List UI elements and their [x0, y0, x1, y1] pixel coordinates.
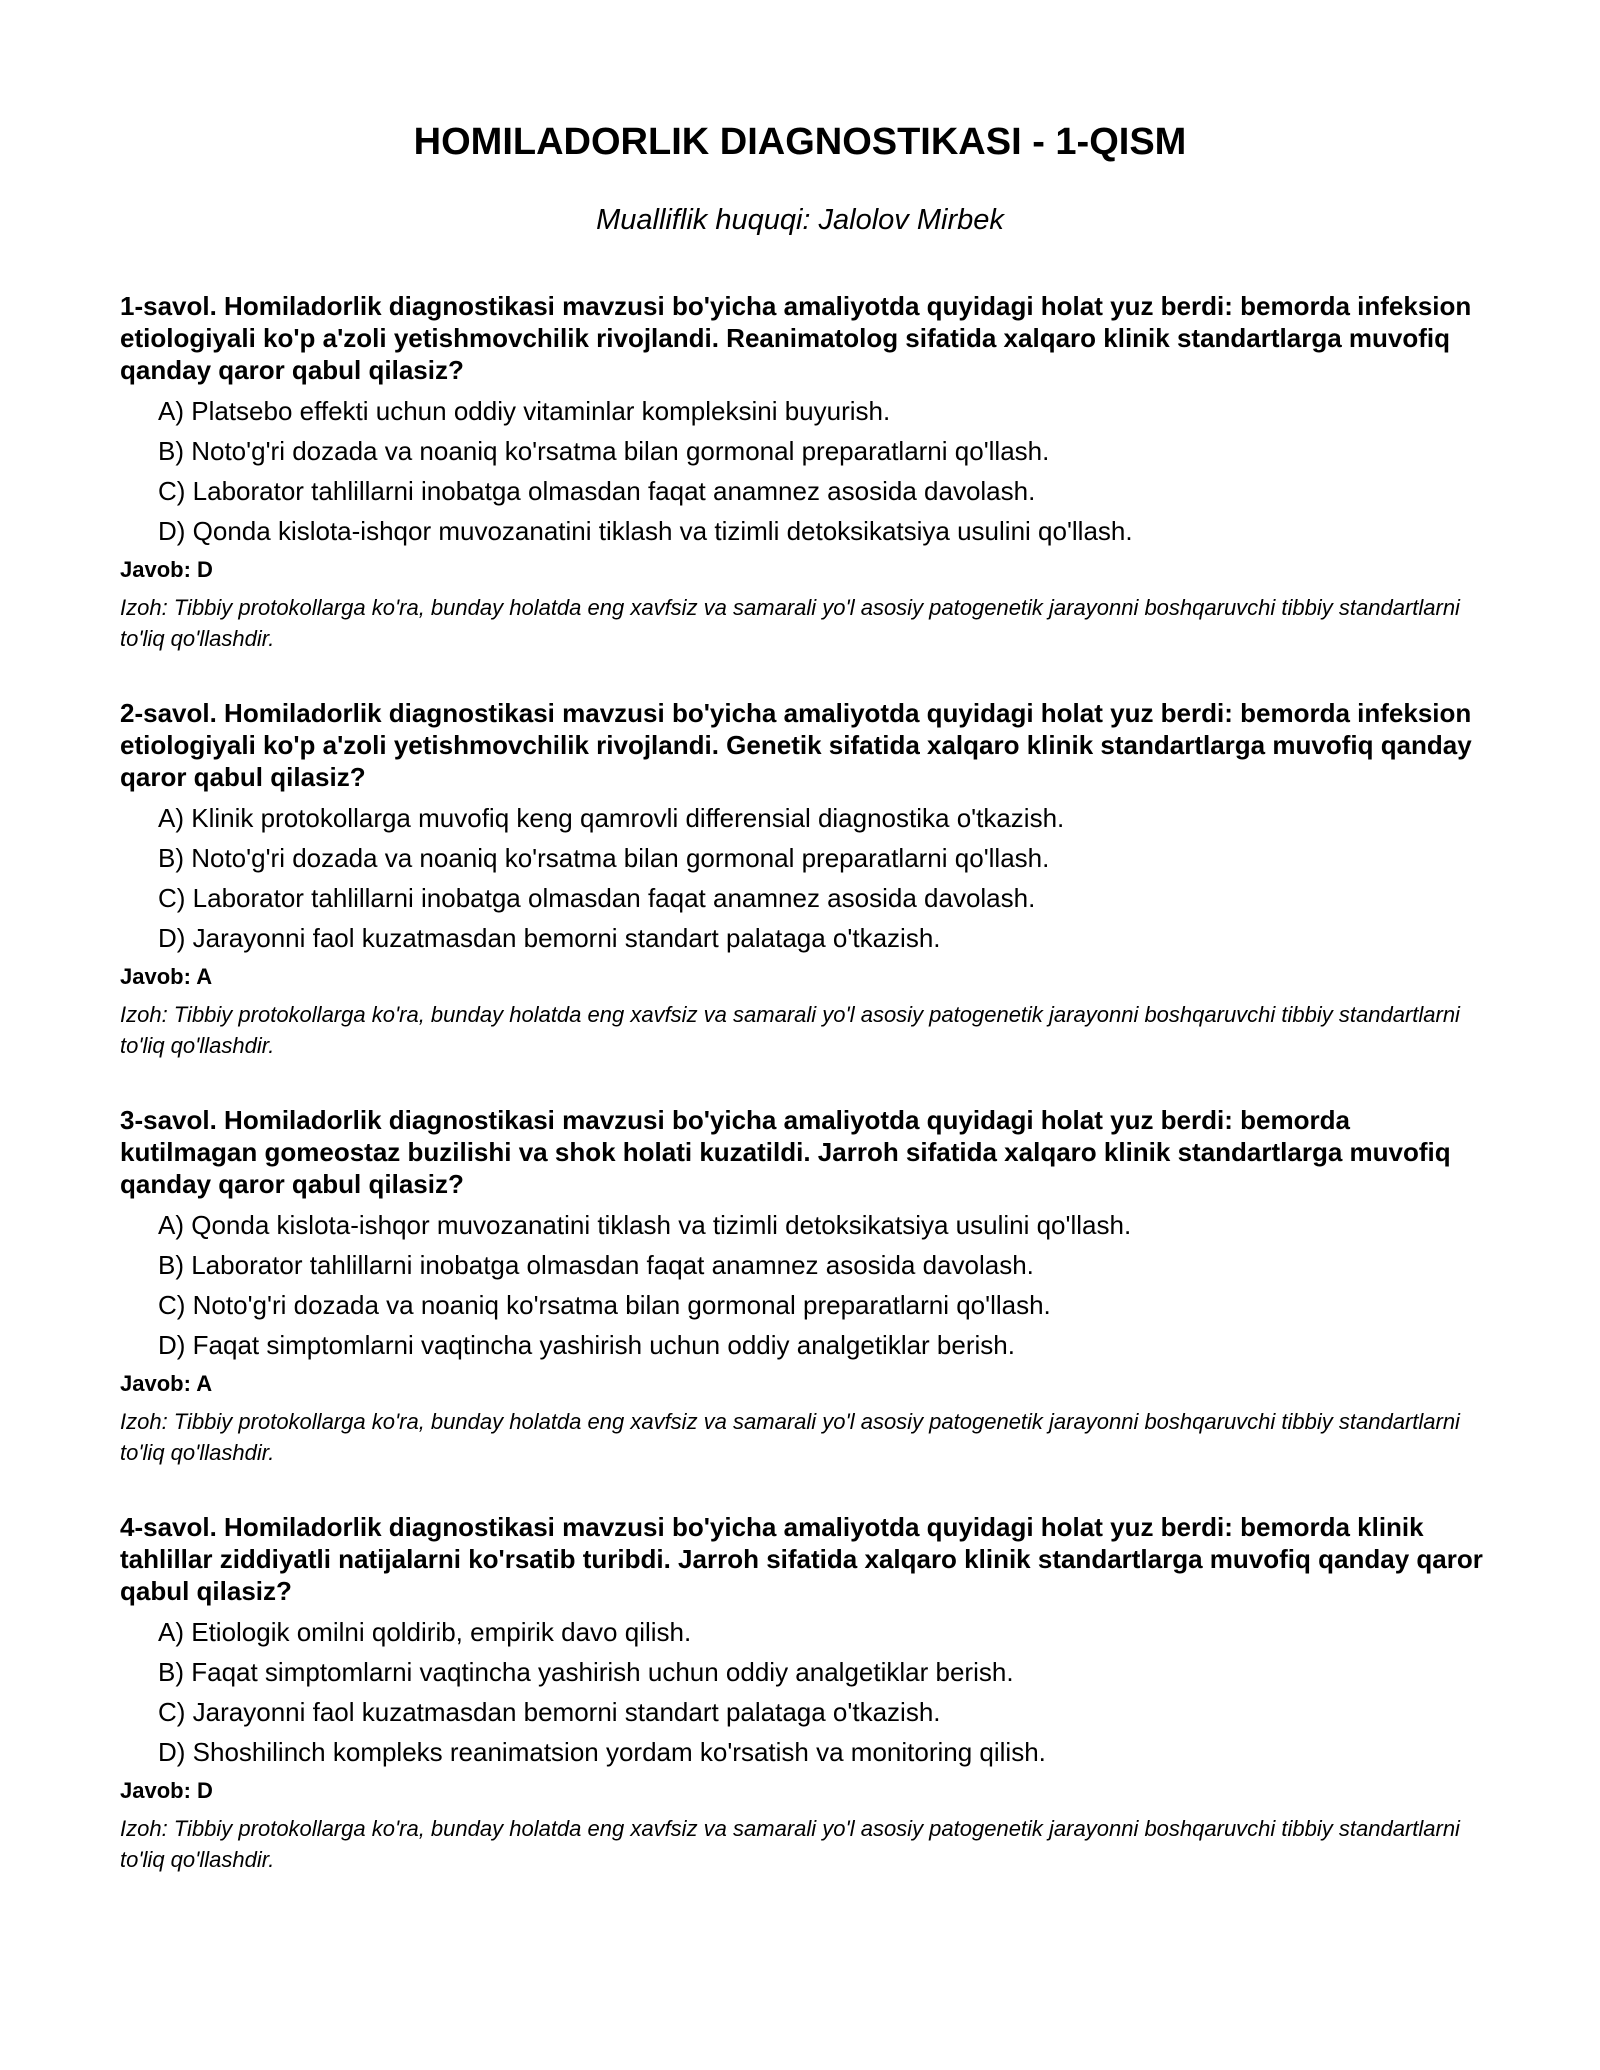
question-text: 1-savol. Homiladorlik diagnostikasi mavzusi bo'yicha amaliyotda quyidagi holat yuz berdi: bemorda infeksion etiologiyali ko'p a'zoli yetishmovchilik rivojlandi. Reanimatolog sifatida xalqaro klinik standartlarga muvofiq qanday qaror qabul qilasiz?	[120, 291, 1472, 385]
question-block	[120, 290, 1490, 654]
option-b: B) Faqat simptomlarni vaqtincha yashirish uchun oddiy analgetiklar berish.	[158, 1657, 1014, 1687]
question-block	[120, 697, 1490, 1061]
option-c: C) Noto'g'ri dozada va noaniq ko'rsatma bilan gormonal preparatlarni qo'llash.	[158, 1290, 1051, 1320]
answer-label: Javob: D	[120, 1778, 213, 1803]
option-a: A) Etiologik omilni qoldirib, empirik davo qilish.	[158, 1617, 692, 1647]
question-text: 4-savol. Homiladorlik diagnostikasi mavzusi bo'yicha amaliyotda quyidagi holat yuz berdi: bemorda klinik tahlillar ziddiyatli natijalarni ko'rsatib turibdi. Jarroh sifatida xalqaro klinik standartlarga muvofiq qanday qaror qabul qilasiz?	[120, 1512, 1483, 1606]
option-d: D) Faqat simptomlarni vaqtincha yashirish uchun oddiy analgetiklar berish.	[158, 1330, 1015, 1360]
answer-options	[120, 1617, 1490, 1767]
answer-label: Javob: A	[120, 964, 213, 989]
explanation-text: Izoh: Tibbiy protokollarga ko'ra, bunday holatda eng xavfsiz va samarali yo'l asosiy patogenetik jarayonni boshqaruvchi tibbiy standartlarni to'liq qo'llashdir.	[120, 1816, 1460, 1872]
option-a: A) Qonda kislota-ishqor muvozanatini tiklash va tizimli detoksikatsiya usulini qo'llash.	[158, 1210, 1132, 1240]
explanation-text: Izoh: Tibbiy protokollarga ko'ra, bunday holatda eng xavfsiz va samarali yo'l asosiy patogenetik jarayonni boshqaruvchi tibbiy standartlarni to'liq qo'llashdir.	[120, 595, 1460, 651]
page-subtitle: Mualliflik huquqi: Jalolov Mirbek	[596, 204, 1004, 236]
answer-label: Javob: D	[120, 557, 213, 582]
explanation-text: Izoh: Tibbiy protokollarga ko'ra, bunday holatda eng xavfsiz va samarali yo'l asosiy patogenetik jarayonni boshqaruvchi tibbiy standartlarni to'liq qo'llashdir.	[120, 1002, 1460, 1058]
option-d: D) Qonda kislota-ishqor muvozanatini tiklash va tizimli detoksikatsiya usulini qo'llash.	[158, 516, 1133, 546]
option-b: B) Noto'g'ri dozada va noaniq ko'rsatma bilan gormonal preparatlarni qo'llash.	[158, 436, 1050, 466]
answer-options	[120, 1210, 1490, 1360]
option-a: A) Platsebo effekti uchun oddiy vitaminlar kompleksini buyurish.	[158, 396, 891, 426]
question-text: 3-savol. Homiladorlik diagnostikasi mavzusi bo'yicha amaliyotda quyidagi holat yuz berdi: bemorda kutilmagan gomeostaz buzilishi va shok holati kuzatildi. Jarroh sifatida xalqaro klinik standartlarga muvofiq qanday qaror qabul qilasiz?	[120, 1105, 1451, 1199]
option-d: D) Shoshilinch kompleks reanimatsion yordam ko'rsatish va monitoring qilish.	[158, 1737, 1046, 1767]
question-text: 2-savol. Homiladorlik diagnostikasi mavzusi bo'yicha amaliyotda quyidagi holat yuz berdi: bemorda infeksion etiologiyali ko'p a'zoli yetishmovchilik rivojlandi. Genetik sifatida xalqaro klinik standartlarga muvofiq qanday qaror qabul qilasiz?	[120, 698, 1472, 792]
option-b: B) Noto'g'ri dozada va noaniq ko'rsatma bilan gormonal preparatlarni qo'llash.	[158, 843, 1050, 873]
option-c: C) Laborator tahlillarni inobatga olmasdan faqat anamnez asosida davolash.	[158, 883, 1036, 913]
answer-label: Javob: A	[120, 1371, 213, 1396]
question-block	[120, 1104, 1490, 1468]
option-a: A) Klinik protokollarga muvofiq keng qamrovli differensial diagnostika o'tkazish.	[158, 803, 1065, 833]
option-c: C) Jarayonni faol kuzatmasdan bemorni standart palataga o'tkazish.	[158, 1697, 941, 1727]
option-b: B) Laborator tahlillarni inobatga olmasdan faqat anamnez asosida davolash.	[158, 1250, 1034, 1280]
page-title: HOMILADORLIK DIAGNOSTIKASI - 1-QISM	[413, 121, 1187, 163]
answer-options	[120, 803, 1490, 953]
answer-options	[120, 396, 1490, 546]
option-d: D) Jarayonni faol kuzatmasdan bemorni standart palataga o'tkazish.	[158, 923, 941, 953]
question-block	[120, 1511, 1490, 1875]
option-c: C) Laborator tahlillarni inobatga olmasdan faqat anamnez asosida davolash.	[158, 476, 1036, 506]
explanation-text: Izoh: Tibbiy protokollarga ko'ra, bunday holatda eng xavfsiz va samarali yo'l asosiy patogenetik jarayonni boshqaruvchi tibbiy standartlarni to'liq qo'llashdir.	[120, 1409, 1460, 1465]
